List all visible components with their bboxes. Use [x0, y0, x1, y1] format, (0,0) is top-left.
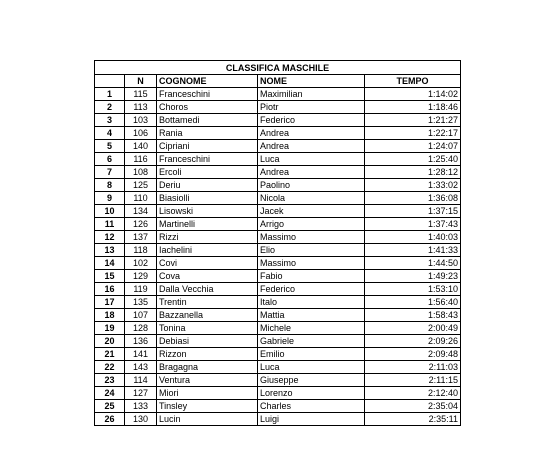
position-cell: 2 [95, 101, 125, 114]
first-name-cell: Elio [258, 244, 365, 257]
position-cell: 17 [95, 296, 125, 309]
surname-cell: Choros [157, 101, 258, 114]
table-row [95, 166, 461, 179]
table-row [95, 374, 461, 387]
first-name-cell: Federico [258, 283, 365, 296]
bib-number-cell: 134 [125, 205, 157, 218]
results-body [95, 88, 461, 426]
surname-cell: Bazzanella [157, 309, 258, 322]
position-cell: 5 [95, 140, 125, 153]
first-name-cell: Charles [258, 400, 365, 413]
position-cell: 20 [95, 335, 125, 348]
bib-number-cell: 136 [125, 335, 157, 348]
surname-cell: Ercoli [157, 166, 258, 179]
time-cell: 2:11:15 [365, 374, 461, 387]
first-name-cell: Andrea [258, 140, 365, 153]
time-cell: 2:35:04 [365, 400, 461, 413]
time-cell: 1:28:12 [365, 166, 461, 179]
bib-number-cell: 127 [125, 387, 157, 400]
table-row [95, 127, 461, 140]
first-name-cell: Michele [258, 322, 365, 335]
surname-cell: Biasiolli [157, 192, 258, 205]
position-cell: 1 [95, 88, 125, 101]
time-cell: 1:21:27 [365, 114, 461, 127]
table-row [95, 179, 461, 192]
position-cell: 3 [95, 114, 125, 127]
bib-number-cell: 106 [125, 127, 157, 140]
table-row [95, 101, 461, 114]
table-row [95, 153, 461, 166]
bib-number-cell: 114 [125, 374, 157, 387]
bib-number-cell: 140 [125, 140, 157, 153]
time-cell: 1:36:08 [365, 192, 461, 205]
table-row [95, 231, 461, 244]
first-name-cell: Gabriele [258, 335, 365, 348]
surname-cell: Franceschini [157, 153, 258, 166]
bib-number-cell: 107 [125, 309, 157, 322]
bib-number-cell: 115 [125, 88, 157, 101]
position-cell: 9 [95, 192, 125, 205]
first-name-cell: Jacek [258, 205, 365, 218]
position-cell: 21 [95, 348, 125, 361]
bib-number-cell: 118 [125, 244, 157, 257]
table-row [95, 309, 461, 322]
first-name-cell: Luca [258, 153, 365, 166]
time-cell: 2:12:40 [365, 387, 461, 400]
time-cell: 1:24:07 [365, 140, 461, 153]
bib-number-cell: 143 [125, 361, 157, 374]
bib-number-cell: 141 [125, 348, 157, 361]
position-cell: 11 [95, 218, 125, 231]
position-cell: 13 [95, 244, 125, 257]
time-cell: 1:18:46 [365, 101, 461, 114]
table-row [95, 205, 461, 218]
bib-number-cell: 130 [125, 413, 157, 426]
position-cell: 7 [95, 166, 125, 179]
surname-cell: Covi [157, 257, 258, 270]
table-row [95, 335, 461, 348]
first-name-cell: Maximilian [258, 88, 365, 101]
first-name-cell: Emilio [258, 348, 365, 361]
surname-cell: Lisowski [157, 205, 258, 218]
first-name-cell: Massimo [258, 257, 365, 270]
title-row [95, 61, 461, 75]
table-row [95, 270, 461, 283]
header-row [95, 75, 461, 88]
time-cell: 1:25:40 [365, 153, 461, 166]
time-cell: 2:35:11 [365, 413, 461, 426]
time-cell: 1:44:50 [365, 257, 461, 270]
time-cell: 1:58:43 [365, 309, 461, 322]
surname-cell: Tonina [157, 322, 258, 335]
time-cell: 1:53:10 [365, 283, 461, 296]
bib-number-cell: 137 [125, 231, 157, 244]
bib-number-cell: 135 [125, 296, 157, 309]
header-bib-number: N [125, 75, 157, 88]
time-cell: 1:37:43 [365, 218, 461, 231]
table-row [95, 283, 461, 296]
surname-cell: Cipriani [157, 140, 258, 153]
table-row [95, 348, 461, 361]
surname-cell: Debiasi [157, 335, 258, 348]
surname-cell: Tinsley [157, 400, 258, 413]
bib-number-cell: 128 [125, 322, 157, 335]
position-cell: 24 [95, 387, 125, 400]
table-row [95, 140, 461, 153]
bib-number-cell: 133 [125, 400, 157, 413]
position-cell: 26 [95, 413, 125, 426]
surname-cell: Martinelli [157, 218, 258, 231]
bib-number-cell: 126 [125, 218, 157, 231]
bib-number-cell: 108 [125, 166, 157, 179]
bib-number-cell: 103 [125, 114, 157, 127]
position-cell: 23 [95, 374, 125, 387]
first-name-cell: Luigi [258, 413, 365, 426]
first-name-cell: Federico [258, 114, 365, 127]
time-cell: 1:40:03 [365, 231, 461, 244]
first-name-cell: Piotr [258, 101, 365, 114]
surname-cell: Ventura [157, 374, 258, 387]
time-cell: 1:33:02 [365, 179, 461, 192]
table-row [95, 218, 461, 231]
position-cell: 4 [95, 127, 125, 140]
position-cell: 25 [95, 400, 125, 413]
position-cell: 22 [95, 361, 125, 374]
position-cell: 15 [95, 270, 125, 283]
bib-number-cell: 119 [125, 283, 157, 296]
table-row [95, 322, 461, 335]
table-row [95, 296, 461, 309]
bib-number-cell: 102 [125, 257, 157, 270]
position-cell: 14 [95, 257, 125, 270]
first-name-cell: Italo [258, 296, 365, 309]
table-row [95, 387, 461, 400]
table-row [95, 88, 461, 101]
time-cell: 1:56:40 [365, 296, 461, 309]
bib-number-cell: 129 [125, 270, 157, 283]
header-position [95, 75, 125, 88]
position-cell: 6 [95, 153, 125, 166]
bib-number-cell: 113 [125, 101, 157, 114]
table-row [95, 361, 461, 374]
time-cell: 2:11:03 [365, 361, 461, 374]
first-name-cell: Lorenzo [258, 387, 365, 400]
surname-cell: Lucin [157, 413, 258, 426]
surname-cell: Rizzon [157, 348, 258, 361]
surname-cell: Rizzi [157, 231, 258, 244]
header-time: TEMPO [365, 75, 461, 88]
position-cell: 18 [95, 309, 125, 322]
surname-cell: Cova [157, 270, 258, 283]
first-name-cell: Giuseppe [258, 374, 365, 387]
first-name-cell: Luca [258, 361, 365, 374]
surname-cell: Bottamedi [157, 114, 258, 127]
table-row [95, 257, 461, 270]
results-table [94, 60, 461, 426]
surname-cell: Dalla Vecchia [157, 283, 258, 296]
header-surname: COGNOME [157, 75, 258, 88]
table-row [95, 413, 461, 426]
table-title: CLASSIFICA MASCHILE [95, 61, 461, 75]
first-name-cell: Andrea [258, 127, 365, 140]
time-cell: 2:09:48 [365, 348, 461, 361]
time-cell: 2:00:49 [365, 322, 461, 335]
first-name-cell: Massimo [258, 231, 365, 244]
surname-cell: Rania [157, 127, 258, 140]
time-cell: 2:09:26 [365, 335, 461, 348]
surname-cell: Trentin [157, 296, 258, 309]
table-row [95, 192, 461, 205]
first-name-cell: Nicola [258, 192, 365, 205]
position-cell: 8 [95, 179, 125, 192]
first-name-cell: Andrea [258, 166, 365, 179]
table-row [95, 400, 461, 413]
position-cell: 12 [95, 231, 125, 244]
time-cell: 1:14:02 [365, 88, 461, 101]
surname-cell: Deriu [157, 179, 258, 192]
first-name-cell: Fabio [258, 270, 365, 283]
position-cell: 10 [95, 205, 125, 218]
position-cell: 16 [95, 283, 125, 296]
bib-number-cell: 125 [125, 179, 157, 192]
time-cell: 1:37:15 [365, 205, 461, 218]
time-cell: 1:41:33 [365, 244, 461, 257]
first-name-cell: Mattia [258, 309, 365, 322]
bib-number-cell: 116 [125, 153, 157, 166]
surname-cell: Miori [157, 387, 258, 400]
time-cell: 1:22:17 [365, 127, 461, 140]
first-name-cell: Paolino [258, 179, 365, 192]
surname-cell: Iachelini [157, 244, 258, 257]
table-row [95, 114, 461, 127]
table-row [95, 244, 461, 257]
header-first-name: NOME [258, 75, 365, 88]
surname-cell: Bragagna [157, 361, 258, 374]
surname-cell: Franceschini [157, 88, 258, 101]
time-cell: 1:49:23 [365, 270, 461, 283]
first-name-cell: Arrigo [258, 218, 365, 231]
position-cell: 19 [95, 322, 125, 335]
bib-number-cell: 110 [125, 192, 157, 205]
